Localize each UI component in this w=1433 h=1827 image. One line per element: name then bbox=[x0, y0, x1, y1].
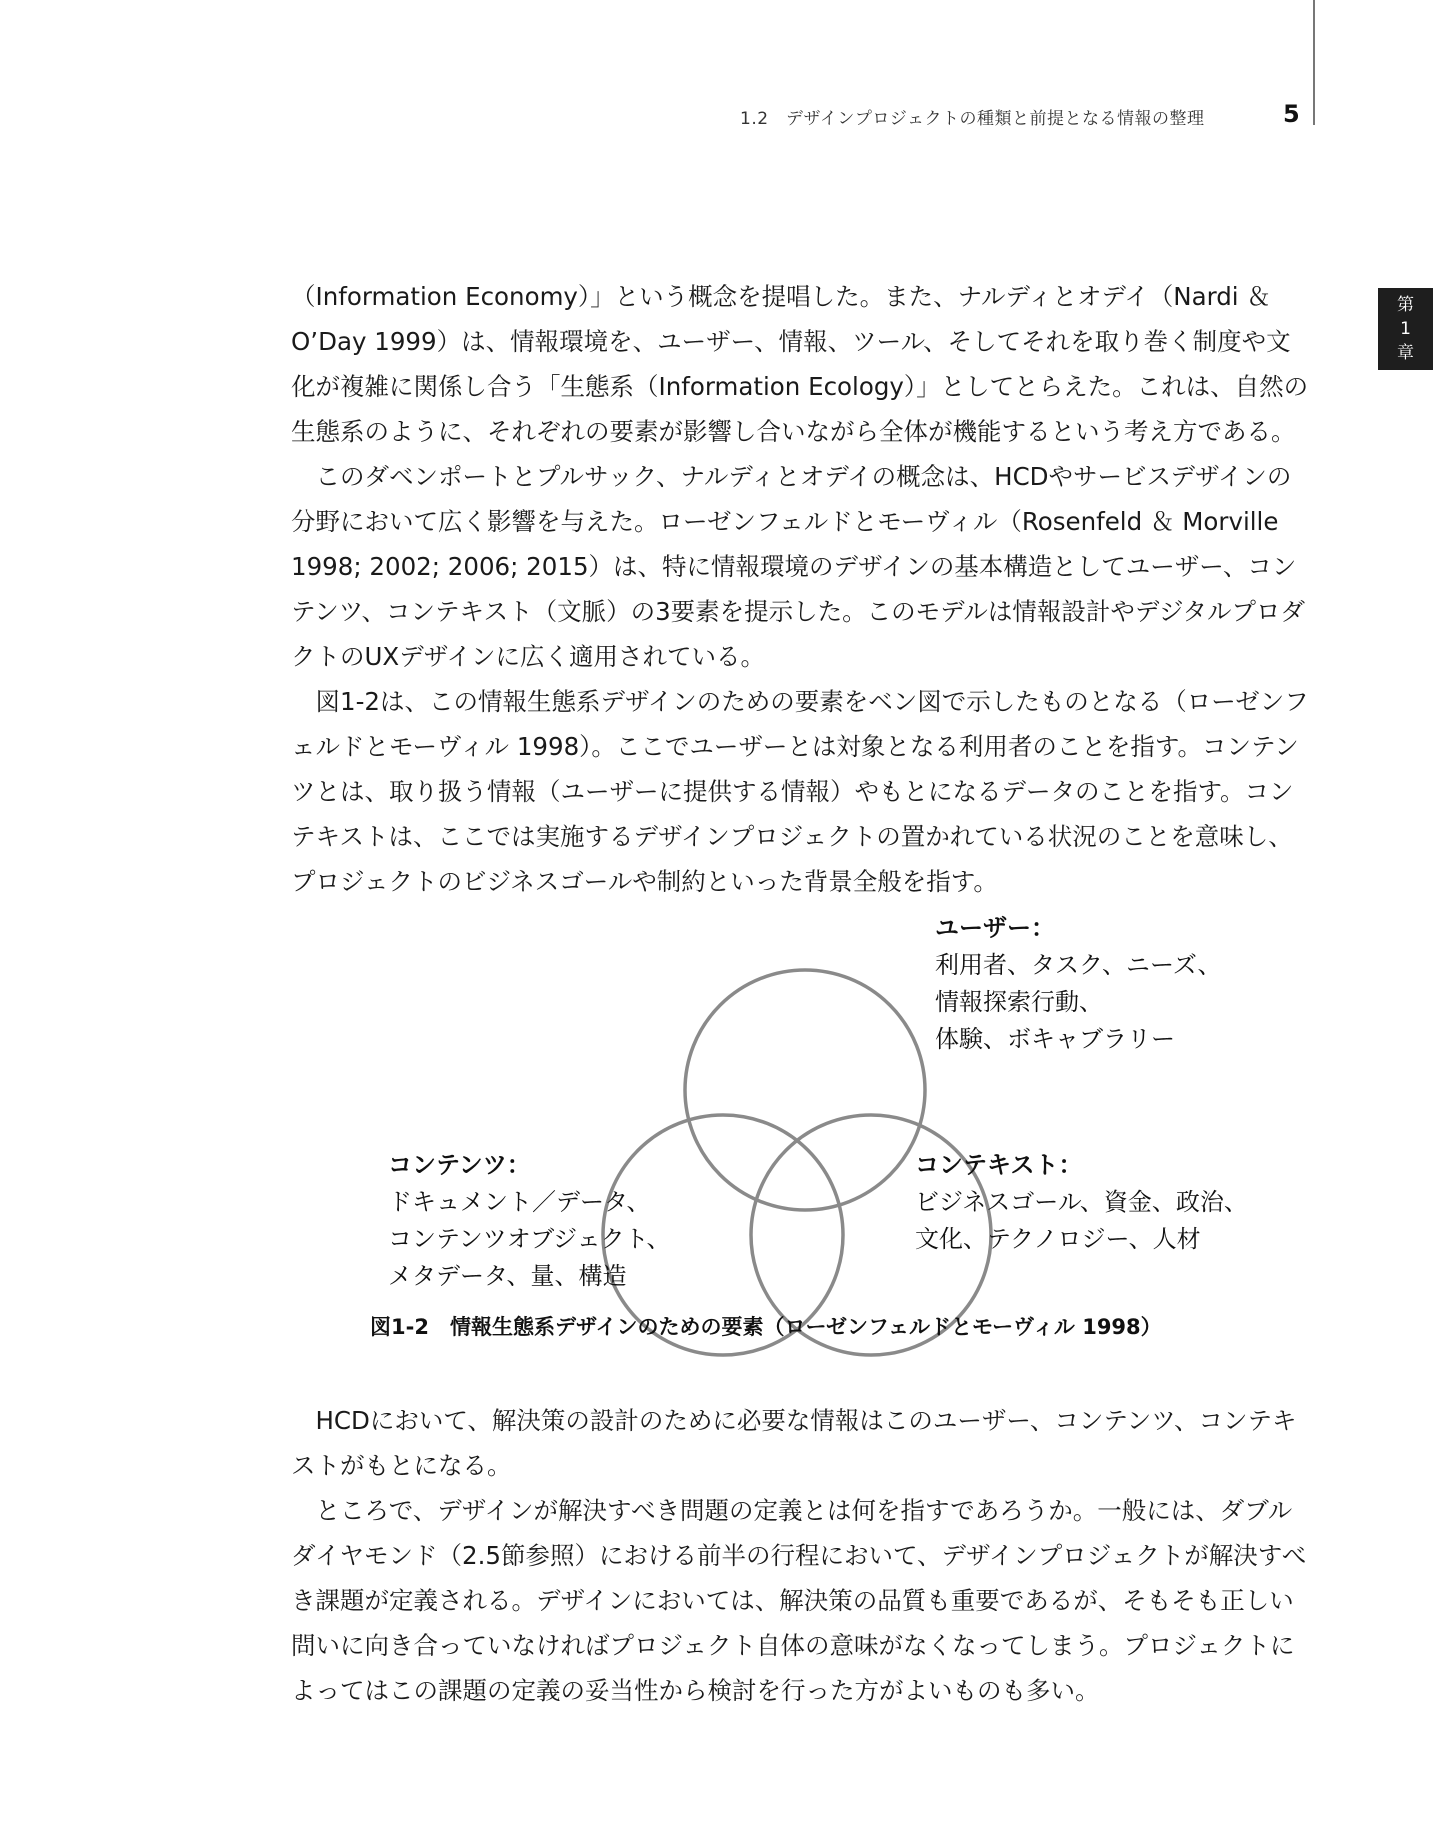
venn-label-content bbox=[388, 1147, 670, 1295]
venn-label-line: ドキュメント／データ、 bbox=[388, 1188, 651, 1216]
venn-label-line: 文化、テクノロジー、人材 bbox=[915, 1225, 1201, 1253]
header-rule bbox=[1313, 0, 1315, 125]
venn-label-line: 利用者、タスク、ニーズ、 bbox=[935, 951, 1222, 979]
venn-label-line: 体験、ボキャブラリー bbox=[935, 1025, 1175, 1053]
paragraph: ところで、デザインが解決すべき問題の定義とは何を指すであろうか。一般には、ダブルダイヤモンド（2.5節参照）における前半の行程において、デザインプロジェクトが解決すべき課題が定義される。デザインにおいては、解決策の品質も重要であるが、そもそも正しい問いに向き合っていなければプロジェクト自体の意味がなくなってしまう。プロジェクトによってはこの課題の定義の妥当性から検討を行った方がよいものも多い。 bbox=[291, 1496, 1307, 1705]
chapter-tab-char: 章 bbox=[1397, 343, 1414, 363]
chapter-tab-number: 1 bbox=[1400, 319, 1411, 339]
paragraph: このダベンポートとプルサック、ナルディとオデイの概念は、HCDやサービスデザインの分野において広く影響を与えた。ローゼンフェルドとモーヴィル（Rosenfeld ＆ Morville 1998; 2002; 2006; 2015）は、特に情報環境のデザインの基本構造としてユーザー、コンテンツ、コンテキスト（文脈）の3要素を提示した。このモデルは情報設計やデジタルプロダクトのUXデザインに広く適用されている。 bbox=[291, 462, 1305, 671]
chapter-tab bbox=[1378, 288, 1433, 370]
paragraph: 図1-2は、この情報生態系デザインのための要素をベン図で示したものとなる（ローゼンフェルドとモーヴィル 1998）。ここでユーザーとは対象となる利用者のことを指す。コンテンツとは、取り扱う情報（ユーザーに提供する情報）やもとになるデータのことを指す。コンテキストは、ここでは実施するデザインプロジェクトの置かれている状況のことを意味し、プロジェクトのビジネスゴールや制約といった背景全般を指す。 bbox=[291, 687, 1309, 896]
venn-label-line: ビジネスゴール、資金、政治、 bbox=[915, 1188, 1248, 1216]
venn-circle-user bbox=[685, 970, 925, 1210]
venn-label-title: コンテキスト： bbox=[915, 1151, 1083, 1179]
paragraph: （Information Economy）」という概念を提唱した。また、ナルディとオデイ（Nardi ＆ O’Day 1999）は、情報環境を、ユーザー、情報、ツール、そしてそれを取り巻く制度や文化が複雑に関係し合う「生態系（Information Ecology）」としてとらえた。これは、自然の生態系のように、それぞれの要素が影響し合いながら全体が機能するという考え方である。 bbox=[291, 282, 1309, 446]
paragraph: HCDにおいて、解決策の設計のために必要な情報はこのユーザー、コンテンツ、コンテキストがもとになる。 bbox=[291, 1406, 1297, 1480]
chapter-tab-char: 第 bbox=[1397, 295, 1414, 315]
running-head: 1.2 デザインプロジェクトの種類と前提となる情報の整理 bbox=[740, 109, 1205, 129]
venn-figure bbox=[370, 905, 1270, 1305]
venn-label-context bbox=[915, 1147, 1248, 1258]
venn-label-line: 情報探索行動、 bbox=[935, 988, 1103, 1016]
page-number: 5 bbox=[1283, 100, 1300, 128]
venn-label-line: コンテンツオブジェクト、 bbox=[388, 1225, 671, 1253]
body-text-top bbox=[291, 274, 1315, 904]
figure-caption: 図1-2 情報生態系デザインのための要素（ローゼンフェルドとモーヴィル 1998） bbox=[370, 1315, 1162, 1339]
venn-label-user bbox=[935, 910, 1222, 1058]
venn-label-title: コンテンツ： bbox=[388, 1151, 531, 1179]
venn-label-title: ユーザー： bbox=[935, 914, 1055, 942]
venn-label-line: メタデータ、量、構造 bbox=[388, 1262, 627, 1290]
body-text-bottom bbox=[291, 1398, 1315, 1713]
